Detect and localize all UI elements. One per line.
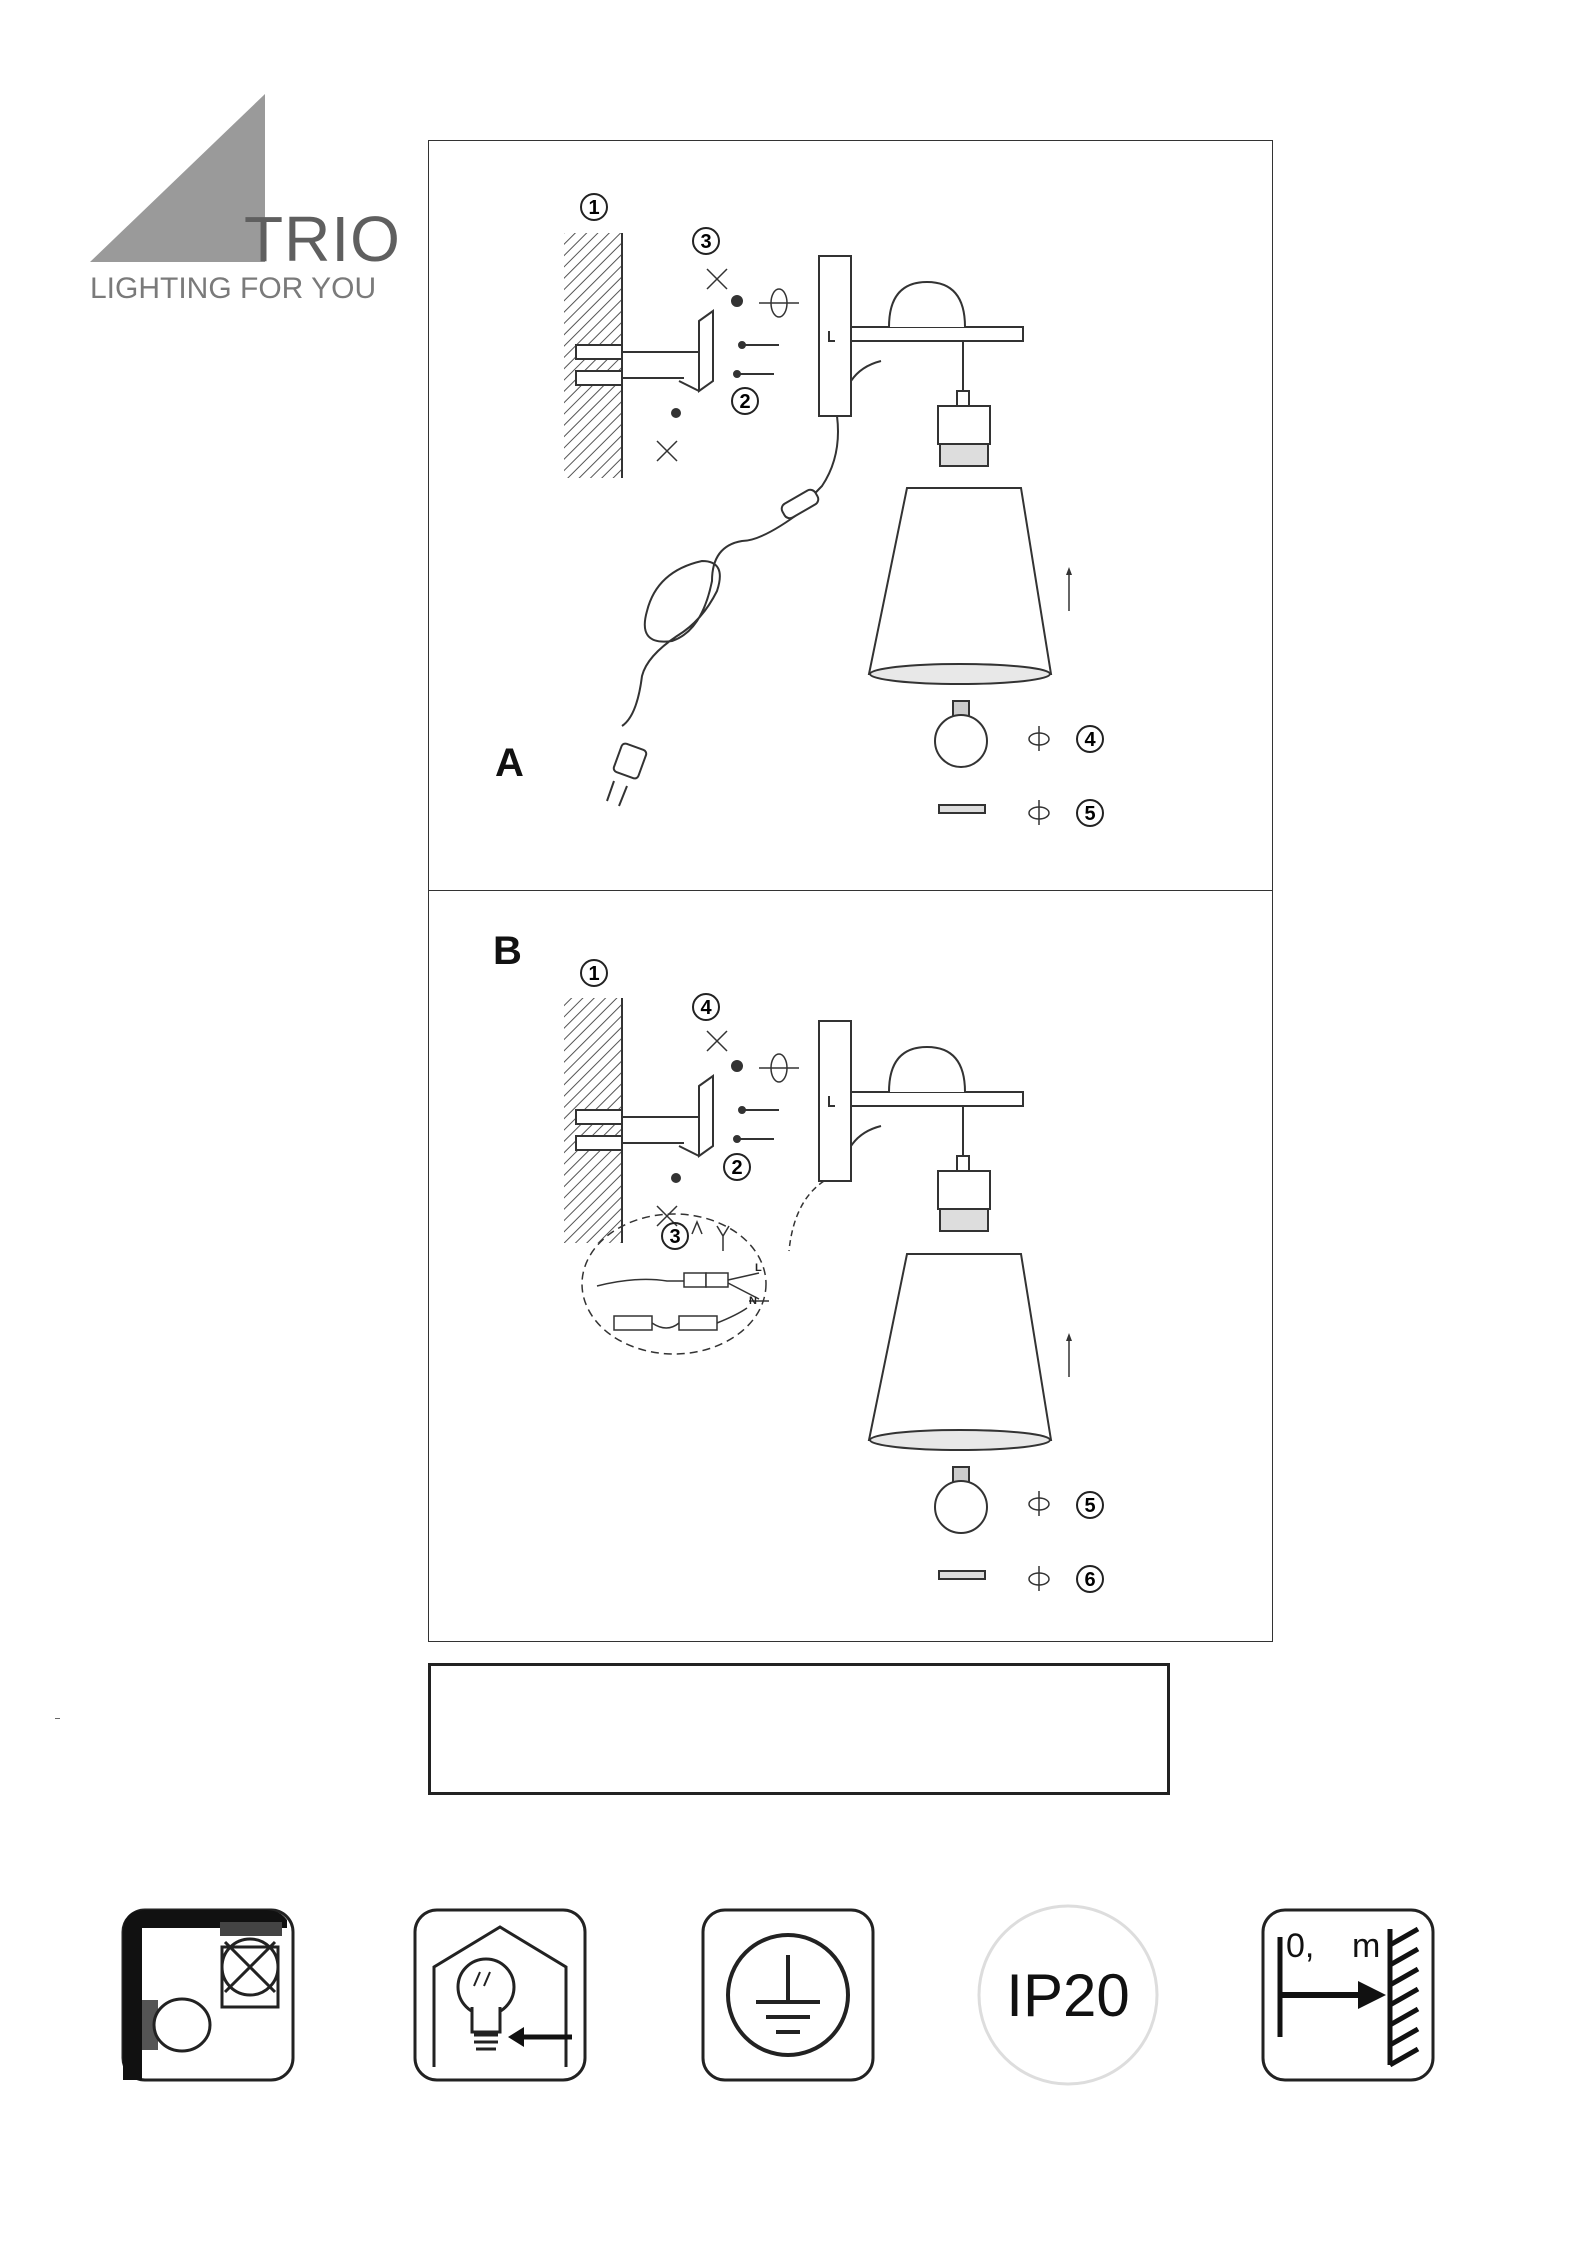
rotate-arrow-icon xyxy=(657,269,799,461)
plug-icon xyxy=(607,742,647,806)
step-label: 4 xyxy=(700,997,712,1019)
distance-icon xyxy=(1260,1907,1436,2083)
step-label: 5 xyxy=(1084,1495,1096,1517)
logo-tagline: LIGHTING FOR YOU xyxy=(90,272,377,305)
step-label: 3 xyxy=(700,231,712,253)
logo-brand-text: TRIO xyxy=(244,203,401,275)
lamp-shade-icon xyxy=(869,1254,1051,1450)
step-label: 6 xyxy=(1084,1569,1096,1591)
panel-b-letter: B xyxy=(493,929,522,973)
bulb-replace-icon xyxy=(412,1907,588,2083)
step-label: 3 xyxy=(669,1226,681,1248)
ip-rating-label: IP20 xyxy=(1006,1962,1130,2029)
step-label: 2 xyxy=(739,391,751,413)
distance-label-left: 0, xyxy=(1286,1927,1315,1965)
shade-ring-icon xyxy=(939,805,985,813)
wall-plate-icon xyxy=(819,1021,851,1181)
step-label: 4 xyxy=(1084,729,1096,751)
wall-plate-icon xyxy=(819,256,851,416)
panel-b-drawing xyxy=(429,891,1272,1641)
light-bulb-icon xyxy=(935,701,987,767)
lamp-socket-icon xyxy=(938,341,990,466)
distance-label-right: m xyxy=(1352,1927,1381,1965)
brand-logo xyxy=(88,90,401,315)
step-rotate-icon xyxy=(1029,726,1049,825)
ip-rating-icon xyxy=(976,1903,1160,2087)
shade-ring-icon xyxy=(939,1571,985,1579)
cable-switch-icon xyxy=(780,488,821,521)
screw-icon xyxy=(672,296,779,417)
screw-icon xyxy=(672,1061,779,1182)
rotate-arrow-icon xyxy=(657,1031,799,1226)
ground-protection-icon xyxy=(700,1907,876,2083)
indoor-only-icon xyxy=(120,1907,296,2083)
page-mark xyxy=(55,1718,60,1719)
light-bulb-icon xyxy=(935,1467,987,1533)
lamp-shade-icon xyxy=(869,488,1051,684)
wire-label-n: N xyxy=(749,1295,757,1307)
step-label: 2 xyxy=(731,1157,743,1179)
note-box xyxy=(428,1663,1170,1795)
panel-a xyxy=(428,140,1273,891)
wire-label-l: L xyxy=(755,1262,762,1274)
power-cable-icon xyxy=(622,416,838,726)
lamp-arm-icon xyxy=(851,282,1023,381)
step-label: 5 xyxy=(1084,803,1096,825)
panel-a-letter: A xyxy=(495,741,524,785)
step-label: 1 xyxy=(588,963,600,985)
lamp-arm-icon xyxy=(851,1047,1023,1146)
lamp-socket-icon xyxy=(938,1106,990,1231)
panel-a-drawing xyxy=(429,141,1272,890)
step-label: 1 xyxy=(588,197,600,219)
panel-b xyxy=(428,890,1273,1642)
